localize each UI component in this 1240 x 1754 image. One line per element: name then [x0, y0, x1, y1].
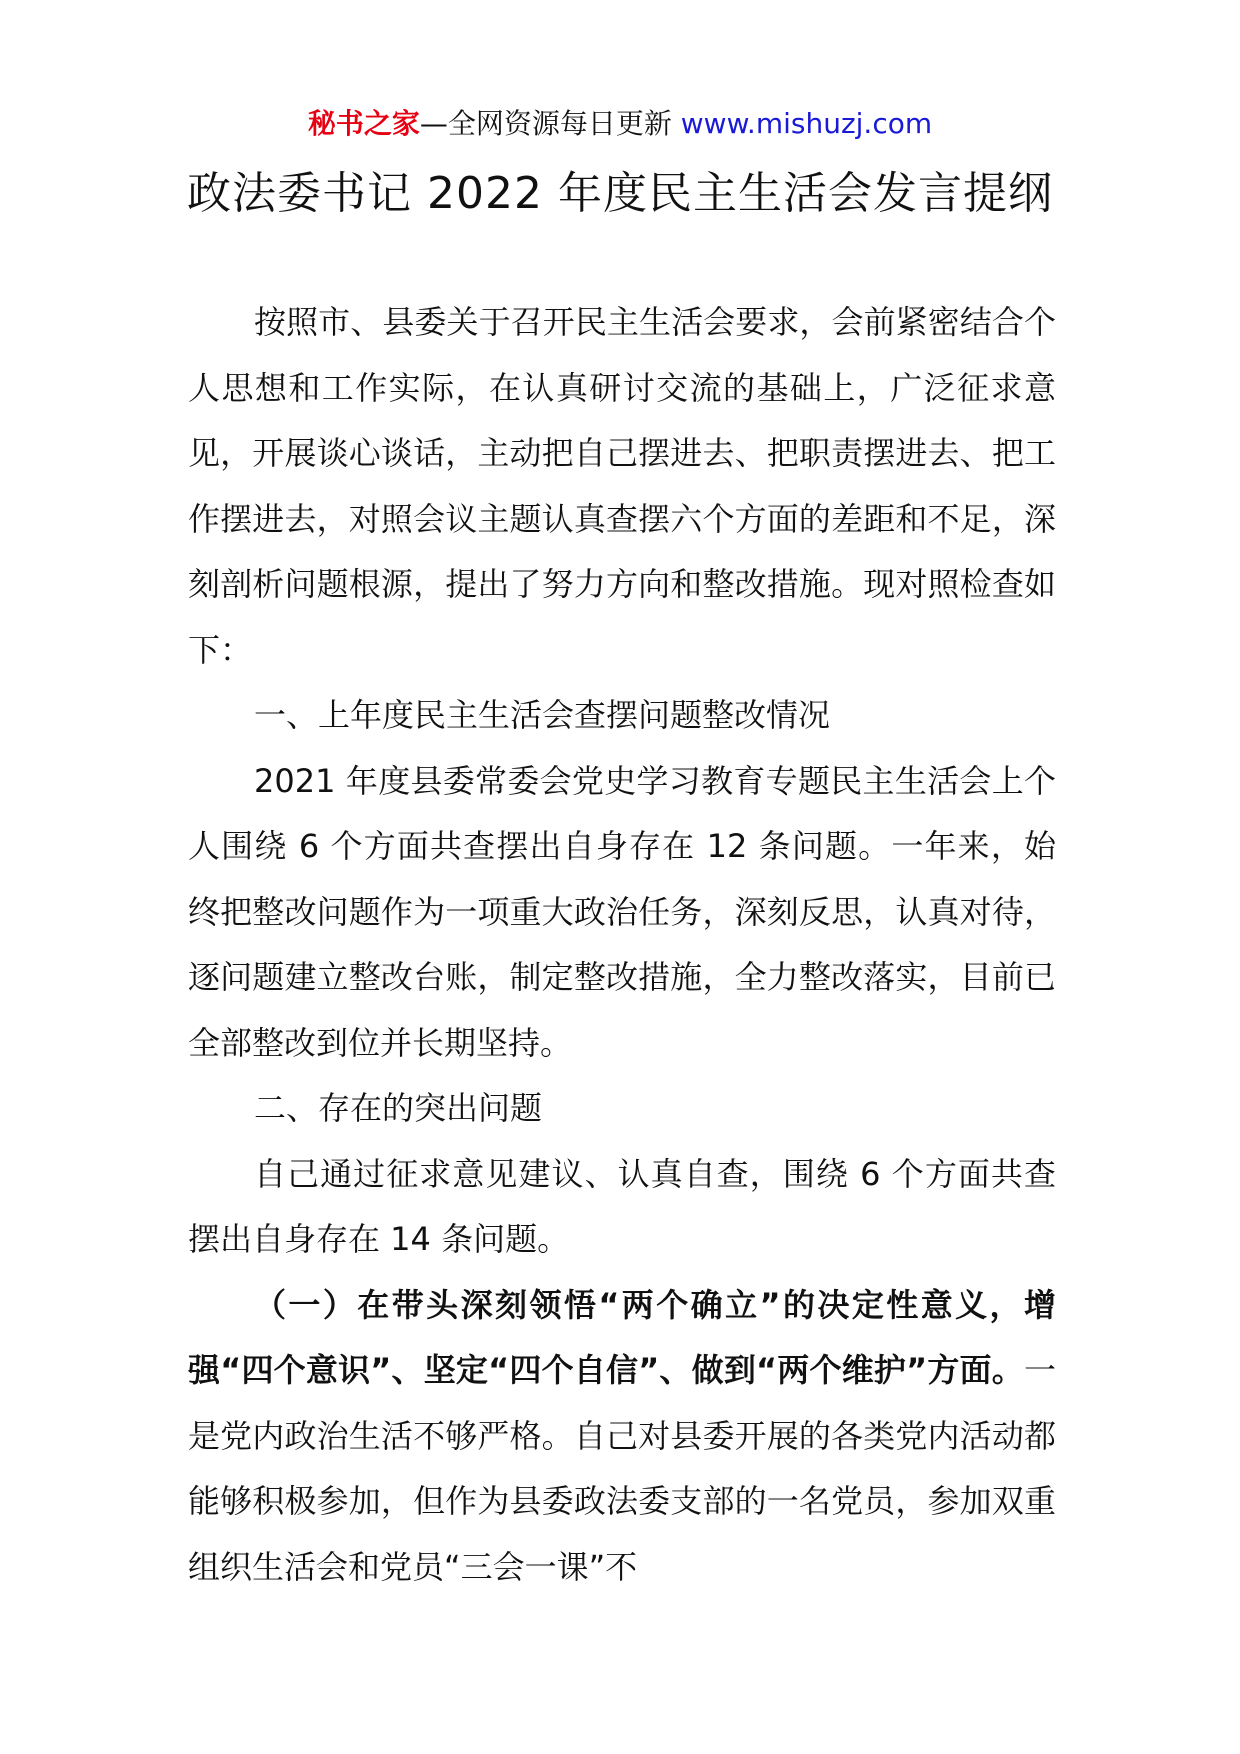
section-heading-1: 一、上年度民主生活会查摆问题整改情况 — [254, 696, 831, 734]
site-url-link[interactable]: www.mishuzj.com — [680, 107, 933, 140]
issue-paragraph — [188, 1273, 1056, 1601]
site-slogan: —全网资源每日更新 — [419, 107, 681, 140]
section-heading-2: 二、存在的突出问题 — [254, 1089, 543, 1127]
issue-text: 一是党内政治生活不够严格。自己对县委开展的各类党内活动都能够积极参加，但作为县委政法委支部的一名党员，参加双重组织生活会和党员“三会一课”不 — [188, 1351, 1056, 1586]
issue-subheading: （一）在带头深刻领悟“两个确立”的决定性意义，增强“四个意识”、坚定“四个自信”、做到“两个维护”方面。 — [188, 1285, 1056, 1389]
self-check-paragraph: 自己通过征求意见建议、认真自查，围绕 6 个方面共查摆出自身存在 14 条问题。 — [188, 1154, 1056, 1258]
site-header — [0, 104, 1240, 144]
rectification-paragraph: 2021 年度县委常委会党史学习教育专题民主生活会上个人围绕 6 个方面共查摆出自身存在 12 条问题。一年来，始终把整改问题作为一项重大政治任务，深刻反思，认真对待，逐问题建立整改台账，制定整改措施，全力整改落实，目前已全部整改到位并长期坚持。 — [188, 761, 1056, 1062]
document-body — [188, 290, 1056, 1600]
intro-paragraph: 按照市、县委关于召开民主生活会要求，会前紧密结合个人思想和工作实际，在认真研讨交流的基础上，广泛征求意见，开展谈心谈话，主动把自己摆进去、把职责摆进去、把工作摆进去，对照会议主题认真查摆六个方面的差距和不足，深刻剖析问题根源，提出了努力方向和整改措施。现对照检查如下： — [188, 303, 1056, 669]
document-title: 政法委书记 2022 年度民主生活会发言提纲 — [187, 168, 1053, 219]
brand-name: 秘书之家 — [307, 107, 420, 140]
